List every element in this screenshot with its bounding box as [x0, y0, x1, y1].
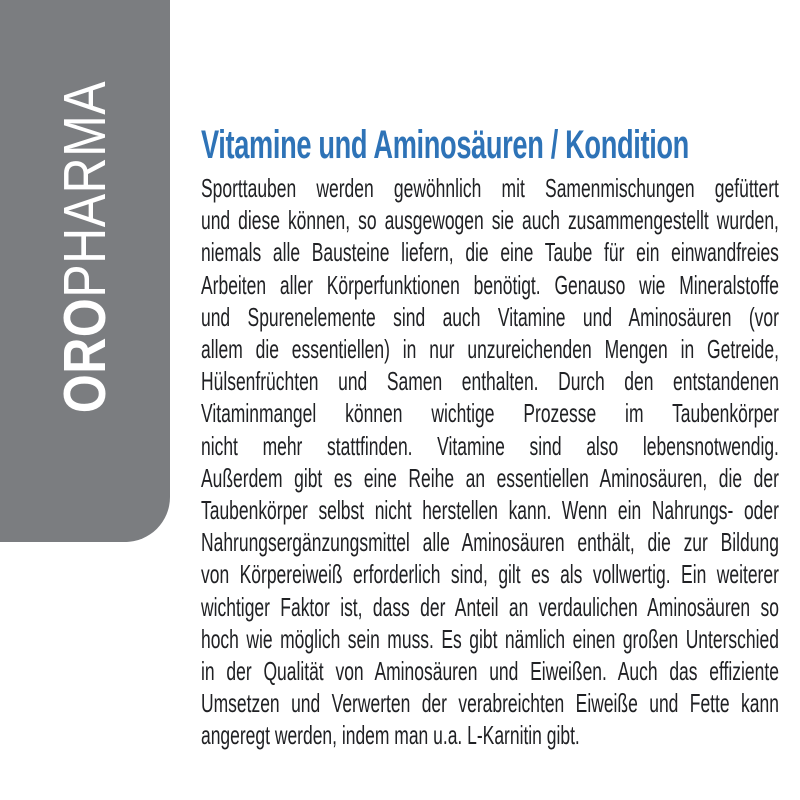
body-line: hoch wie möglich sein muss. Es gibt nämlich einen großen Unterschied — [201, 623, 779, 654]
body-line: in der Qualität von Aminosäuren und Eiweißen. Auch das effiziente — [201, 656, 779, 687]
body-line: wichtiger Faktor ist, dass der Anteil an verdaulichen Aminosäuren so — [201, 591, 779, 622]
body-line: Hülsenfrüchten und Samen enthalten. Durch den entstandenen — [201, 366, 779, 397]
brand-logo-oro: ORO — [51, 297, 119, 414]
body-line: Umsetzen und Verwerten der verabreichten Eiweiße und Fette kann — [201, 688, 779, 719]
body-line: Nahrungsergänzungsmittel alle Aminosäuren enthält, die zur Bildung — [201, 527, 779, 558]
body-paragraph — [201, 172, 779, 752]
body-line: allem die essentiellen) in nur unzureichenden Mengen in Getreide, — [201, 334, 779, 365]
body-line: angeregt werden, indem man u.a. L-Karnitin gibt. — [201, 720, 580, 751]
body-line: Taubenkörper selbst nicht herstellen kann. Wenn ein Nahrungs- oder — [201, 495, 779, 526]
body-line: Außerdem gibt es eine Reihe an essentiellen Aminosäuren, die der — [201, 462, 779, 493]
brand-sidebar — [0, 0, 170, 542]
body-line: und diese können, so ausgewogen sie auch zusammengestellt wurden, — [201, 205, 779, 236]
body-line: von Körpereiweiß erforderlich sind, gilt es als vollwertig. Ein weiterer — [201, 559, 779, 590]
body-line: nicht mehr stattfinden. Vitamine sind also lebensnotwendig. — [201, 430, 779, 461]
body-line: Vitaminmangel können wichtige Prozesse im Taubenkörper — [201, 398, 779, 429]
brand-logo-pharma: PHARMA — [51, 80, 119, 298]
page-title: Vitamine und Aminosäuren / Kondition — [201, 122, 689, 167]
brand-logo-text — [51, 81, 119, 413]
body-line: Sporttauben werden gewöhnlich mit Samenmischungen gefüttert — [201, 173, 779, 203]
body-line: Arbeiten aller Körperfunktionen benötigt. Genauso wie Mineralstoffe — [201, 269, 779, 300]
body-line: und Spurenelemente sind auch Vitamine und Aminosäuren (vor — [201, 301, 779, 332]
body-line: niemals alle Bausteine liefern, die eine Taube für ein einwandfreies — [201, 237, 779, 268]
